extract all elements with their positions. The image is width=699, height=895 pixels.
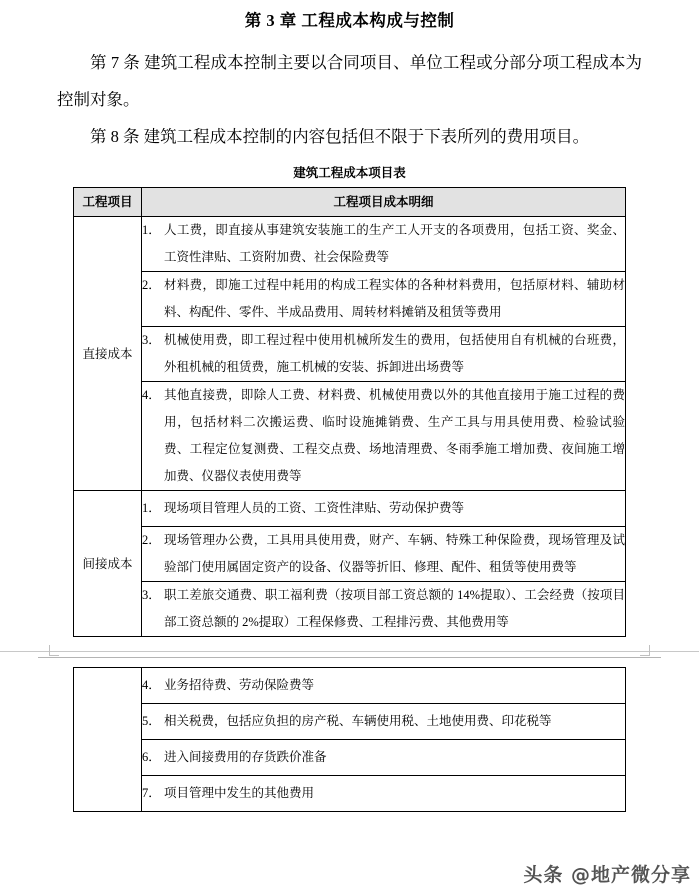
item-text: 材料费，即施工过程中耗用的构成工程实体的各种材料费用，包括原材料、辅助材料、构配件、零件、半成品费用、周转材料摊销及租赁等费用 [164,278,625,319]
table-caption: 建筑工程成本项目表 [293,166,406,180]
page-break-rule-secondary [38,657,661,658]
item-number: 1． [142,223,161,237]
item-number: 4． [142,678,161,692]
item-text: 其他直接费，即除人工费、材料费、机械使用费以外的其他直接用于施工过程的费用，包括材料二次搬运费、临时设施摊销费、生产工具与用具使用费、检验试验费、工程定位复测费、工程交点费、场地清理费、冬雨季施工增加费、夜间施工增加费、仪器仪表使用费等 [164,388,625,483]
page-title: 第 3 章 工程成本构成与控制 [244,11,455,30]
list-item [142,527,625,581]
table-row [74,382,626,491]
item-text: 进入间接费用的存货跌价准备 [164,750,327,764]
list-item [142,744,625,771]
table-row [74,704,626,740]
detail-cell [142,327,626,382]
page-break-rule [0,651,699,652]
item-text: 人工费，即直接从事建筑安装施工的生产工人开支的各项费用，包括工资、奖金、工资性津贴、工资附加费、社会保险费等 [164,223,625,264]
column-header-project: 工程项目 [74,188,142,217]
watermark: 头条 @地产微分享 [523,864,691,886]
margin-marker-left-icon [49,645,59,656]
item-number: 4． [142,388,161,402]
detail-cell [142,491,626,527]
detail-cell [142,776,626,812]
table-row [74,327,626,382]
list-item [142,780,625,807]
item-text: 机械使用费，即工程过程中使用机械所发生的费用，包括使用自有机械的台班费，外租机械的租赁费，施工机械的安装、拆卸进出场费等 [164,333,625,374]
item-number: 1． [142,501,161,515]
item-number: 5． [142,714,161,728]
list-item [142,382,625,490]
detail-cell [142,382,626,491]
category-cell-indirect-cost: 间接成本 [74,491,142,637]
item-number: 3． [142,333,161,347]
body-text-block [0,44,699,155]
item-number: 2． [142,533,161,547]
paragraph-article-7: 第 7 条 建筑工程成本控制主要以合同项目、单位工程或分部分项工程成本为控制对象。 [57,53,642,109]
table-row [74,582,626,637]
table-row [74,217,626,272]
margin-marker-right-icon [640,645,650,656]
cost-items-table [73,187,626,637]
list-item [142,272,625,326]
detail-cell [142,668,626,704]
table-body-continued [74,668,626,812]
detail-cell [142,582,626,637]
detail-cell [142,740,626,776]
table-row [74,776,626,812]
table-row [74,491,626,527]
page-break-separator [0,637,699,667]
item-text: 项目管理中发生的其他费用 [164,786,315,800]
item-text: 现场管理办公费，工具用具使用费，财产、车辆、特殊工种保险费，现场管理及试验部门使用属固定资产的设备、仪器等折旧、修理、配件、租赁等使用费等 [164,533,625,574]
item-number: 7． [142,786,161,800]
cost-items-table-continued [73,667,626,812]
item-text: 职工差旅交通费、职工福利费（按项目部工资总额的 14%提取）、工会经费（按项目部工资总额的 2%提取）工程保修费、工程排污费、其他费用等 [164,588,625,629]
list-item [142,672,625,699]
paragraph-article-8: 第 8 条 建筑工程成本控制的内容包括但不限于下表所列的费用项目。 [90,127,590,146]
list-item [142,495,625,522]
table-row [74,272,626,327]
detail-cell [142,527,626,582]
category-cell-direct-cost: 直接成本 [74,217,142,491]
item-number: 2． [142,278,161,292]
detail-cell [142,704,626,740]
table-header-row [74,188,626,217]
table-row [74,668,626,704]
item-text: 业务招待费、劳动保险费等 [164,678,315,692]
item-text: 相关税费，包括应负担的房产税、车辆使用税、土地使用费、印花税等 [164,714,552,728]
column-header-detail: 工程项目成本明细 [142,188,626,217]
table-row [74,740,626,776]
list-item [142,582,625,636]
item-number: 6． [142,750,161,764]
list-item [142,708,625,735]
list-item [142,327,625,381]
table-row [74,527,626,582]
table-body [74,217,626,637]
item-number: 3． [142,588,161,602]
category-cell-continued [74,668,142,812]
list-item [142,217,625,271]
item-text: 现场项目管理人员的工资、工资性津贴、劳动保护费等 [164,501,465,515]
detail-cell [142,217,626,272]
detail-cell [142,272,626,327]
